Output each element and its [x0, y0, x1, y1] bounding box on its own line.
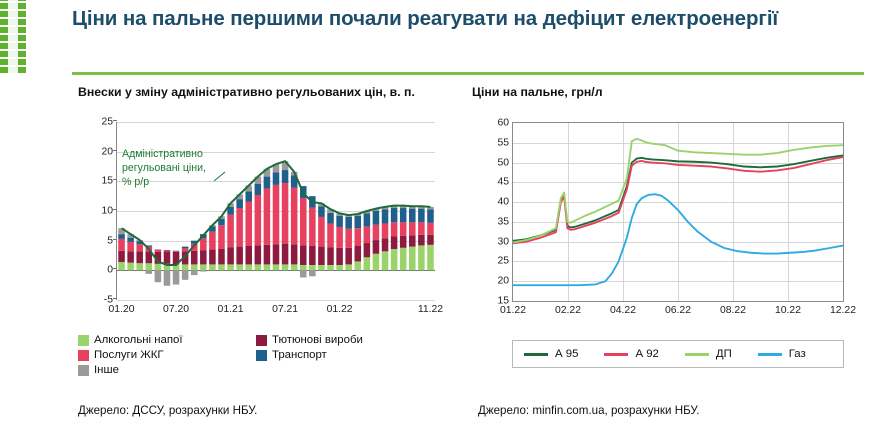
bar-segment [291, 244, 298, 264]
legend-line [524, 353, 548, 356]
bar-segment [255, 184, 262, 195]
bar-segment [382, 238, 389, 251]
right-chart-series [513, 123, 843, 301]
bar-segment [309, 246, 316, 265]
bar-segment [173, 251, 180, 252]
x-axis-tick-label: 11.22 [417, 304, 444, 315]
bar-segment [345, 229, 352, 248]
bar-segment [418, 235, 425, 246]
bar-segment [382, 209, 389, 223]
bar-segment [118, 262, 125, 270]
bar-segment [127, 263, 134, 271]
bar-segment [391, 208, 398, 222]
bar-segment [182, 264, 189, 270]
bar-segment [336, 248, 343, 265]
legend-swatch [78, 335, 89, 346]
legend-label: ДП [715, 348, 732, 360]
bar-segment [282, 183, 289, 244]
bar-segment [400, 222, 407, 236]
legend-label: Транспорт [272, 349, 327, 361]
bar-segment [427, 235, 434, 245]
fuel-price-line [513, 194, 843, 285]
bar-segment [418, 245, 425, 270]
bar-segment [236, 199, 243, 208]
y-axis-tick-label: 10 [101, 205, 113, 217]
bar-segment [255, 264, 262, 270]
bar-segment [173, 270, 180, 284]
x-axis-tick-label: 12.22 [829, 305, 857, 316]
bar-segment [127, 251, 134, 262]
bar-segment [209, 250, 216, 265]
page-title: Ціни на пальне першими почали реагувати на дефіцит електроенергії [72, 7, 779, 30]
legend-item-other [78, 364, 256, 376]
annotation-line: % р/р [122, 175, 150, 188]
annotation-line: Адміністративно [122, 148, 203, 160]
bar-segment [345, 248, 352, 265]
legend-label: Послуги ЖКГ [94, 349, 164, 361]
y-axis-tick-label: 15 [101, 175, 113, 187]
bar-segment [245, 246, 252, 264]
bar-segment [218, 264, 225, 270]
bar-segment [245, 202, 252, 247]
bar-segment [127, 242, 134, 251]
bar-segment [364, 226, 371, 243]
bar-segment [327, 213, 334, 224]
bar-segment [327, 223, 334, 247]
legend-item-a92 [604, 348, 658, 360]
bar-segment [309, 265, 316, 270]
y-axis-tick-label: 25 [497, 255, 509, 267]
bar-segment [182, 248, 189, 251]
x-axis-tick-label: 07.20 [163, 304, 190, 315]
bar-segment [236, 247, 243, 265]
legend-item-alcohol [78, 334, 256, 346]
bar-segment [300, 270, 307, 277]
legend-label: Тютюнові вироби [272, 334, 363, 346]
bar-segment [327, 265, 334, 270]
bar-segment [245, 264, 252, 270]
x-axis-tick-label: 06.22 [664, 305, 692, 316]
bar-segment [127, 238, 134, 242]
legend-swatch [78, 350, 89, 361]
bar-segment [427, 209, 434, 223]
bar-segment [409, 247, 416, 271]
legend-line [685, 353, 709, 356]
bar-segment [182, 270, 189, 279]
bar-segment [373, 211, 380, 225]
bar-segment [245, 191, 252, 201]
bar-segment [400, 208, 407, 222]
bar-segment [355, 228, 362, 246]
legend-item-utilities [78, 349, 256, 361]
right-chart-title: Ціни на пальне, грн/л [472, 85, 603, 99]
legend-item-gas [758, 348, 806, 360]
x-axis-tick-label: 01.20 [108, 304, 135, 315]
bar-segment [200, 264, 207, 270]
bar-segment [409, 209, 416, 223]
legend-label: А 95 [555, 348, 579, 360]
bar-segment [209, 232, 216, 250]
bar-segment [200, 270, 207, 271]
bar-segment [136, 244, 143, 251]
bar-segment [182, 247, 189, 249]
right-chart [474, 117, 857, 318]
y-axis-tick-label: 25 [101, 116, 113, 128]
bar-segment [364, 257, 371, 270]
bar-segment [282, 264, 289, 270]
bar-segment [227, 247, 234, 264]
bar-segment [409, 222, 416, 235]
bar-segment [236, 264, 243, 270]
bar-segment [264, 264, 271, 270]
bar-segment [155, 270, 162, 282]
bar-segment [191, 264, 198, 270]
y-axis-tick-label: 15 [497, 295, 509, 307]
bar-segment [164, 251, 171, 263]
bar-segment [364, 243, 371, 257]
left-chart-legend [78, 334, 458, 379]
x-axis-tick-label: 02.22 [554, 305, 582, 316]
bar-segment [273, 264, 280, 270]
legend-swatch [256, 335, 267, 346]
bar-segment [264, 177, 271, 189]
legend-item-a95 [524, 348, 578, 360]
bar-segment [336, 216, 343, 227]
bar-segment [373, 254, 380, 271]
legend-row [78, 364, 458, 376]
legend-label: Газ [788, 348, 806, 360]
bar-segment [400, 236, 407, 248]
bar-segment [118, 234, 125, 239]
bar-segment [373, 240, 380, 254]
x-axis-tick-label: 08.22 [719, 305, 747, 316]
bar-segment [336, 227, 343, 248]
bar-segment [255, 195, 262, 245]
fuel-price-line [513, 157, 843, 243]
decorative-side-bar-inner [8, 0, 18, 73]
bar-segment [300, 265, 307, 270]
bar-segment [218, 225, 225, 249]
x-axis-tick-label: 01.22 [499, 305, 527, 316]
y-axis-tick-label: 0 [107, 264, 113, 276]
bar-segment [355, 246, 362, 261]
decorative-side-bar [0, 0, 26, 73]
bar-segment [118, 251, 125, 262]
right-plot-area [497, 117, 857, 316]
bar-segment [227, 215, 234, 248]
bar-segment [300, 245, 307, 265]
y-axis-tick-label: 45 [497, 176, 509, 188]
bar-segment [255, 245, 262, 264]
legend-swatch [256, 350, 267, 361]
x-axis-tick-label: 04.22 [609, 305, 636, 316]
legend-line [758, 353, 782, 356]
bar-segment [309, 270, 316, 276]
bar-segment [136, 251, 143, 263]
bar-segment [300, 198, 307, 245]
bar-segment [409, 235, 416, 246]
bar-segment [191, 251, 198, 265]
y-axis-tick-label: 5 [107, 235, 113, 247]
bar-segment [391, 237, 398, 249]
bar-segment [418, 222, 425, 234]
y-axis-tick-label: 40 [497, 196, 509, 208]
x-axis-tick-label: 10.22 [774, 305, 801, 316]
left-chart-title: Внески у зміну адміністративно регульованих цін, в. п. [78, 85, 415, 99]
legend-item-dp [685, 348, 732, 360]
bar-segment [209, 264, 216, 270]
bar-segment [173, 251, 180, 252]
bar-segment [345, 264, 352, 270]
bar-segment [264, 245, 271, 265]
left-chart-source: Джерело: ДССУ, розрахунки НБУ. [78, 404, 258, 417]
bar-segment [318, 247, 325, 265]
legend-item-transport [256, 349, 327, 361]
y-axis-tick-label: 55 [497, 137, 509, 149]
bar-segment [400, 248, 407, 271]
legend-label: Інше [94, 364, 119, 376]
bar-segment [355, 216, 362, 228]
right-chart-source: Джерело: minfin.com.ua, розрахунки НБУ. [478, 404, 700, 417]
bar-segment [382, 223, 389, 238]
bar-segment [236, 208, 243, 247]
bar-segment [146, 270, 153, 274]
bar-segment [345, 217, 352, 229]
bar-segment [309, 207, 316, 246]
gridline [117, 300, 435, 301]
x-axis-tick-label: 01.21 [217, 304, 244, 315]
y-axis-tick-label: 20 [101, 146, 113, 158]
y-axis-tick-label: 30 [497, 236, 509, 248]
bar-segment [291, 264, 298, 270]
bar-segment [373, 225, 380, 240]
bar-segment [427, 245, 434, 271]
bar-segment [382, 251, 389, 270]
bar-segment [218, 249, 225, 264]
bar-segment [200, 238, 207, 250]
y-axis-tickmark [113, 120, 117, 121]
x-axis-tick-label: 07.21 [272, 304, 299, 315]
legend-swatch [78, 365, 89, 376]
title-underline [72, 72, 864, 75]
bar-segment [391, 249, 398, 270]
bar-segment [291, 188, 298, 244]
bar-segment [191, 270, 198, 275]
y-axis-tick-label: 20 [497, 275, 509, 287]
bar-segment [136, 263, 143, 270]
y-axis-tick-label: -5 [103, 294, 113, 306]
bar-segment [273, 172, 280, 184]
legend-item-tobacco [256, 334, 363, 346]
bar-segment [155, 264, 162, 271]
x-axis-tick-label: 01.22 [326, 304, 353, 315]
bar-segment [200, 250, 207, 264]
bar-segment [327, 247, 334, 265]
annotation-line: регульовані ціни, [122, 161, 206, 174]
y-axis-tick-label: 35 [497, 216, 509, 228]
bar-segment [146, 263, 153, 270]
bar-segment [282, 244, 289, 265]
bar-segment [336, 265, 343, 270]
legend-line [604, 353, 628, 356]
right-chart-legend [524, 348, 854, 360]
legend-label: А 92 [635, 348, 659, 360]
bar-segment [355, 261, 362, 270]
y-axis-tick-label: 60 [497, 117, 509, 129]
bar-segment [391, 222, 398, 236]
legend-label: Алкогольні напої [94, 334, 183, 346]
bar-segment [318, 217, 325, 247]
left-chart-annotation [122, 148, 206, 189]
bar-segment [273, 244, 280, 264]
bar-segment [282, 170, 289, 183]
bar-segment [118, 239, 125, 251]
bar-segment [318, 206, 325, 217]
bar-segment [164, 270, 171, 285]
bar-segment [273, 185, 280, 244]
legend-row [78, 349, 458, 361]
bar-segment [418, 209, 425, 223]
bar-segment [264, 188, 271, 244]
bar-segment [364, 213, 371, 226]
y-axis-tick-label: 50 [497, 157, 509, 169]
bar-segment [227, 264, 234, 270]
legend-row [78, 334, 458, 346]
bar-segment [318, 265, 325, 270]
fuel-price-line [513, 139, 843, 243]
bar-segment [427, 223, 434, 235]
